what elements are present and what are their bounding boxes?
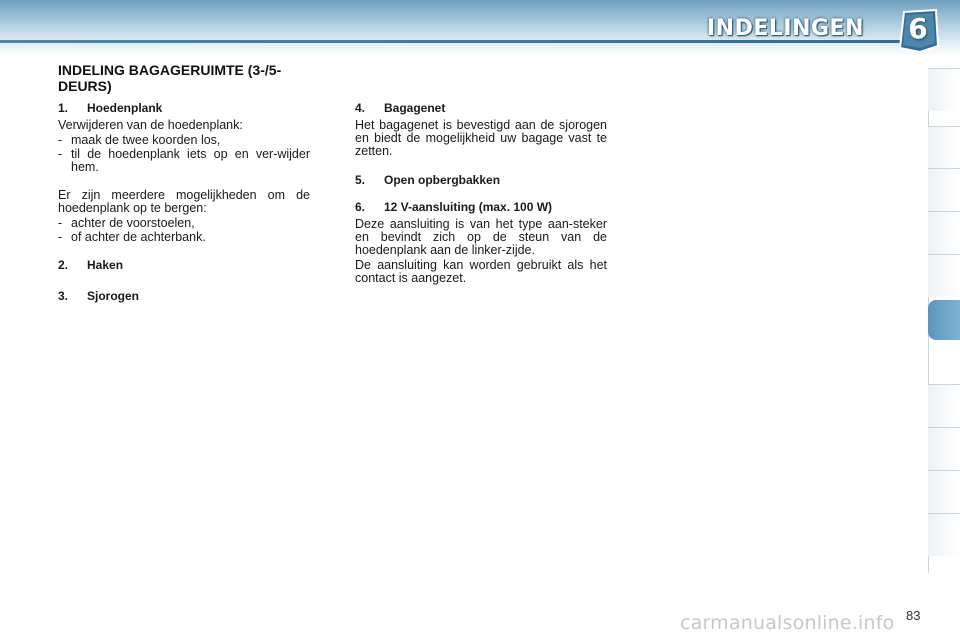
list-dash: - xyxy=(58,216,63,230)
item-title: 12 V-aansluiting (max. 100 W) xyxy=(384,200,553,214)
item-title: Sjorogen xyxy=(87,289,140,303)
section-title: INDELING BAGAGERUIMTE (3-/5-DEURS) xyxy=(58,62,282,94)
body-text: Het bagagenet is bevestigd aan de sjorogen en biedt de mogelijkheid uw bagage vast te zetten. xyxy=(355,118,607,158)
list-item xyxy=(58,134,310,147)
item-heading xyxy=(58,290,310,303)
item-number: 3. xyxy=(58,289,69,303)
item-number: 2. xyxy=(58,258,69,272)
list-text: til de hoedenplank iets op en ver-wijder hem. xyxy=(71,147,310,174)
item-number: 4. xyxy=(355,101,366,115)
item-number: 1. xyxy=(58,101,69,115)
list-item xyxy=(58,231,310,244)
list-text: of achter de achterbank. xyxy=(71,230,206,244)
item-number: 6. xyxy=(355,200,366,214)
steps-list xyxy=(58,134,310,174)
item-title: Hoedenplank xyxy=(87,101,163,115)
chapter-number: 6 xyxy=(908,12,928,45)
chapter-tab[interactable] xyxy=(928,427,960,470)
chapter-tab[interactable] xyxy=(928,211,960,254)
body-text: Deze aansluiting is van het type aan-steker en bevindt zich op de steun van de hoedenplank aan de linker-zijde. xyxy=(355,217,607,257)
page-number: 83 xyxy=(906,608,921,623)
chapter-tab-active[interactable] xyxy=(928,300,960,340)
list-dash: - xyxy=(58,230,63,244)
item-number: 5. xyxy=(355,173,366,187)
body-text: Verwijderen van de hoedenplank: xyxy=(58,118,243,132)
watermark: carmanualsonline.info xyxy=(680,612,895,634)
body-text: Er zijn meerdere mogelijkheden om de hoedenplank op te bergen: xyxy=(58,188,310,215)
chapter-tab[interactable] xyxy=(928,513,960,556)
item-heading xyxy=(58,102,310,115)
chapter-title: INDELINGEN xyxy=(706,16,864,41)
list-item xyxy=(58,148,310,174)
list-dash: - xyxy=(58,133,63,147)
chapter-tab[interactable] xyxy=(928,168,960,211)
chapter-tab[interactable] xyxy=(928,254,960,297)
list-dash: - xyxy=(58,147,63,161)
item-heading xyxy=(355,201,607,214)
item-title: Bagagenet xyxy=(384,101,446,115)
right-column xyxy=(355,102,607,287)
chapter-tab[interactable] xyxy=(928,384,960,427)
item-heading xyxy=(355,102,607,115)
chapter-tab[interactable] xyxy=(928,68,960,111)
item-heading xyxy=(58,259,310,272)
list-text: maak de twee koorden los, xyxy=(71,133,221,147)
list-item xyxy=(58,217,310,230)
item-title: Haken xyxy=(87,258,124,272)
options-list xyxy=(58,217,310,244)
list-text: achter de voorstoelen, xyxy=(71,216,195,230)
chapter-tab[interactable] xyxy=(928,470,960,513)
body-text: De aansluiting kan worden gebruikt als het contact is aangezet. xyxy=(355,258,607,285)
item-heading xyxy=(355,174,607,187)
chapter-tab[interactable] xyxy=(928,126,960,169)
left-column xyxy=(58,102,310,307)
item-title: Open opbergbakken xyxy=(384,173,501,187)
